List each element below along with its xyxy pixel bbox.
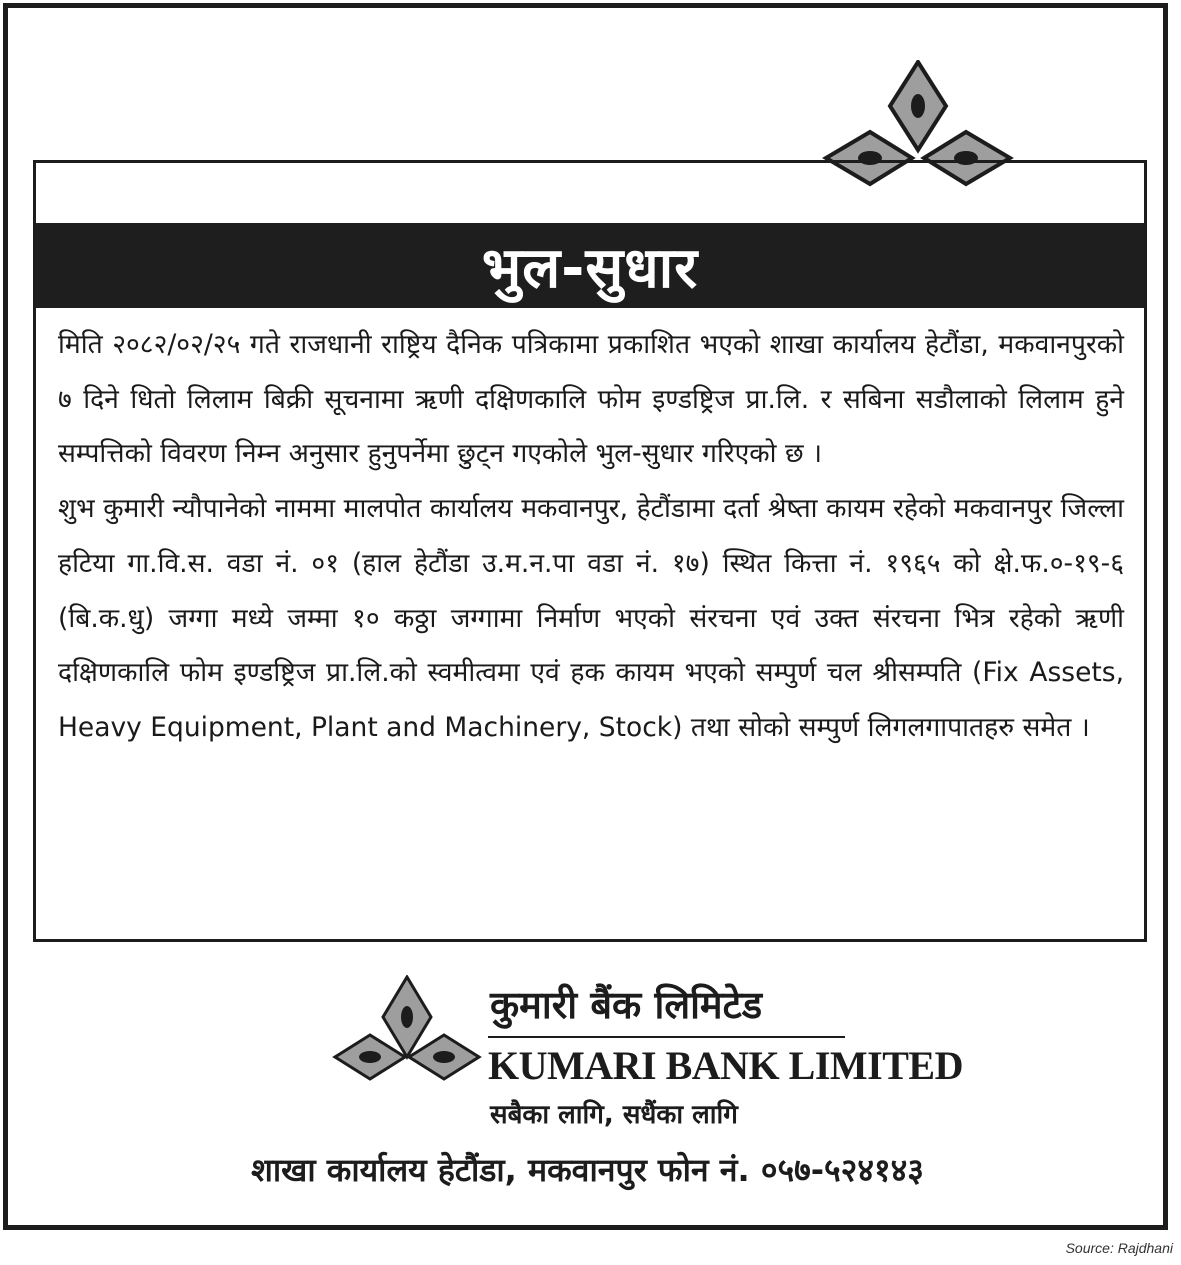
bank-name-divider: [488, 1036, 845, 1038]
bank-name-english: KUMARI BANK LIMITED: [488, 1043, 963, 1088]
bank-tagline: सबैका लागि, सधैंका लागि: [490, 1100, 738, 1130]
bank-name-nepali: कुमारी बैंक लिमिटेड: [490, 983, 763, 1027]
source-credit: Source: Rajdhani: [1065, 1240, 1173, 1256]
title-bar: [36, 223, 1144, 308]
notice-body: [58, 318, 1124, 756]
branch-contact: शाखा कार्यालय हेटौंडा, मकवानपुर फोन नं. ०५७-५२४१४३: [251, 1151, 924, 1189]
notice-paragraph-2: शुभ कुमारी न्यौपानेको नाममा मालपोत कार्यालय मकवानपुर, हेटौंडामा दर्ता श्रेष्ता कायम रहेको मकवानपुर जिल्ला हटिया गा.वि.स. वडा नं. ०१ (हाल हेटौंडा उ.म.न.पा वडा नं. १७) स्थित कित्ता नं. १९६५ को क्षे.फ.०-१९-६ (बि.क.धु) जग्गा मध्ये जम्मा १० कठ्ठा जग्गामा निर्माण भएको संरचना एवं उक्त संरचना भित्र रहेको ऋणी दक्षिणकालि फोम इण्डष्ट्रिज प्रा.लि.को स्वमीत्वमा एवं हक कायम भएको सम्पुर्ण चल श्रीसम्पति (Fix Assets, Heavy Equipment, Plant and Machinery, Stock) तथा सोको सम्पुर्ण लिगलगापातहरु समेत ।: [58, 493, 1124, 743]
notice-paragraph-1: मिति २०८२/०२/२५ गते राजधानी राष्ट्रिय दैनिक पत्रिकामा प्रकाशित भएको शाखा कार्यालय हेटौंडा, मकवानपुरको ७ दिने धितो लिलाम बिक्री सूचनामा ऋणी दक्षिणकालि फोम इण्डष्ट्रिज प्रा.लि. र सबिना सडौलाको लिलाम हुने सम्पत्तिको विवरण निम्न अनुसार हुनुपर्नेमा छुट्न गएकोले भुल-सुधार गरिएको छ ।: [58, 329, 1124, 470]
notice-title: भुल-सुधार: [481, 235, 699, 301]
kumari-bank-diamond-logo-icon: [332, 975, 482, 1085]
